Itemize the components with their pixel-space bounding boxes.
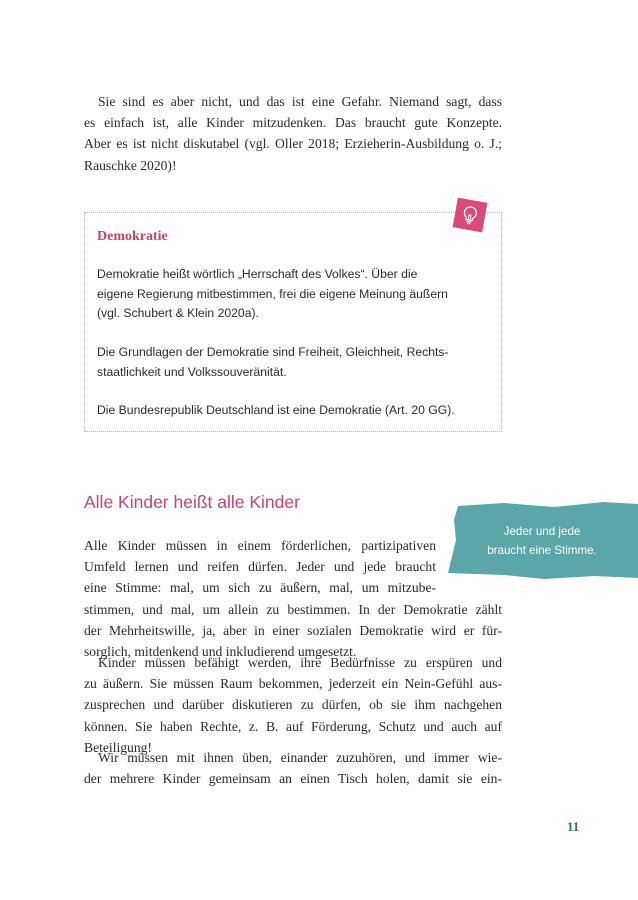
text-line: Die Grundlagen der Demokratie sind Freiheit, Gleichheit, Rechts- [97,345,449,359]
text-line: eigene Regierung mitbestimmen, frei die eigene Meinung äußern [97,286,448,301]
definition-title: Demokratie [97,229,168,244]
text-line: der mehrere Kinder gemeinsam an einen Tisch holen, damit sie ein- [84,771,502,787]
text-line: können. Sie haben Rechte, z. B. auf Förderung, Schutz und auch auf [84,718,502,734]
text-line: stimmen, und mal, um allein zu bestimmen. In der Demokratie zählt [84,601,502,617]
definition-paragraph [97,343,477,382]
lightbulb-icon [453,198,488,233]
callout-line: braucht eine Stimme. [487,544,597,557]
section-heading: Alle Kinder heißt alle Kinder [84,492,300,512]
body-paragraph [84,535,502,662]
text-line: Umfeld lernen und reifen dürfen. Jeder und jede braucht [84,559,436,575]
text-line: Demokratie heißt wörtlich „Herrschaft des Volkes“. Über die [97,267,418,281]
text-line: Sie sind es aber nicht, und das ist eine Gefahr. Niemand sagt, dass [98,94,502,109]
text-line: Kinder müssen befähigt werden, ihre Bedürfnisse zu erspüren und [98,655,502,670]
body-paragraph [84,747,502,789]
text-line: zusprechen und darüber diskutieren zu dürfen, ob sie ihm nachgehen [84,697,502,713]
definition-box [84,212,502,432]
text-line: Alle Kinder müssen in einem förderlichen, partizipativen [84,538,436,553]
text-line: Die Bundesrepublik Deutschland ist eine Demokratie (Art. 20 GG). [97,403,455,417]
body-paragraph [84,652,502,758]
page-number: 11 [567,819,580,834]
text-line: Wir müssen mit ihnen üben, einander zuzuhören, und immer wie- [98,750,502,765]
definition-paragraph [97,265,477,324]
text-line: zu äußern. Sie müssen Raum bekommen, jederzeit ein Nein-Gefühl aus- [84,676,502,692]
text-line: Beteiligung! [84,739,152,755]
callout-line: Jeder und jede [503,525,581,538]
text-line: der Mehrheitswille, ja, aber in einer sozialen Demokratie wird er für- [84,622,502,638]
text-line: Aber es ist nicht diskutabel (vgl. Oller 2018; Erzieherin-Ausbildung o. J.; [84,136,502,152]
text-line: staatlichkeit und Volkssouveränität. [97,364,287,379]
intro-paragraph [84,91,502,176]
text-line: es einfach ist, alle Kinder mitzudenken. Das braucht gute Konzepte. [84,115,502,131]
definition-paragraph [97,401,477,421]
text-line: eine Stimme: mal, um sich zu äußern, mal, um mitzube- [84,580,436,596]
text-line: Rauschke 2020)! [84,157,177,173]
text-line: sorglich, mitdenkend und inkludierend umgesetzt. [84,644,357,660]
text-line: (vgl. Schubert & Klein 2020a). [97,306,259,321]
